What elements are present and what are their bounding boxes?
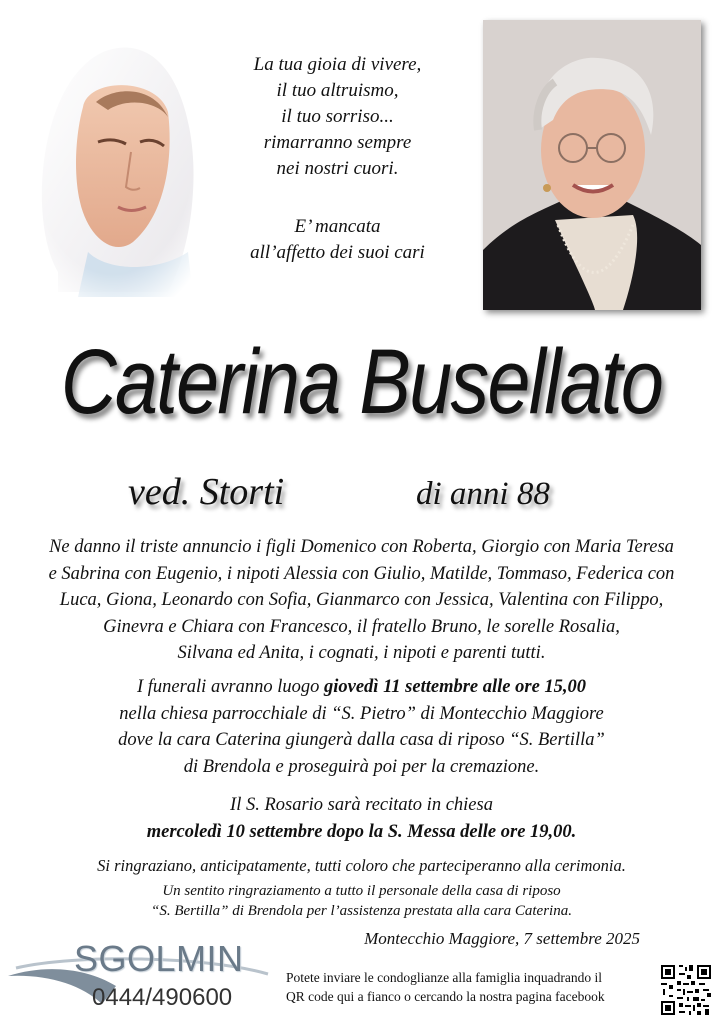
- poem-line: rimarranno sempre: [263, 132, 412, 153]
- thanks-staff-line: “S. Bertilla” di Brendola per l’assistenza prestata alla cara Caterina.: [151, 903, 572, 919]
- funeral-intro: I funerali avranno luogo: [136, 677, 324, 697]
- rosary-info: [20, 792, 703, 845]
- agency-name: SGOLMIN: [74, 938, 244, 979]
- condolences-line: QR code qui a fianco o cercando la nostra pagina facebook: [286, 989, 605, 1004]
- thanks-staff-line: Un sentito ringraziamento a tutto il personale della casa di riposo: [162, 883, 561, 899]
- funeral-info: [20, 674, 703, 780]
- poem-line: il tuo altruismo,: [276, 80, 399, 101]
- thanks-staff: [20, 881, 703, 921]
- funeral-line: dove la cara Caterina giungerà dalla casa di riposo “S. Bertilla”: [118, 730, 605, 750]
- family-line: Ginevra e Chiara con Francesco, il fratello Bruno, le sorelle Rosalia,: [103, 616, 620, 637]
- poem-line: il tuo sorriso...: [281, 106, 394, 127]
- family-line: Ne danno il triste annuncio i figli Domenico con Roberta, Giorgio con Maria Teresa: [49, 537, 674, 557]
- age: di anni 88: [416, 476, 550, 512]
- condolences-note: [286, 968, 648, 1006]
- poem-line: nei nostri cuori.: [276, 158, 399, 179]
- qr-code[interactable]: [659, 963, 713, 1017]
- funeral-line: di Brendola e proseguirà poi per la cremazione.: [183, 756, 540, 777]
- widow-of: ved. Storti: [128, 471, 285, 513]
- funeral-datetime: giovedì 11 settembre alle ore 15,00: [324, 677, 587, 697]
- absence-line: all’affetto dei suoi cari: [250, 242, 425, 263]
- deceased-name: Caterina Busellato: [60, 331, 663, 433]
- madonna-image: [18, 22, 208, 302]
- portrait-photo: [483, 20, 701, 310]
- rosary-datetime: [20, 819, 703, 846]
- family-line: Luca, Giona, Leonardo con Sofia, Gianmarco con Jessica, Valentina con Filippo,: [59, 590, 664, 610]
- place-date: Montecchio Maggiore, 7 settembre 2025: [364, 929, 640, 948]
- funeral-line: [20, 674, 703, 701]
- rosary-line: Il S. Rosario sarà recitato in chiesa: [230, 795, 493, 815]
- absence-line: E’ mancata: [294, 216, 381, 237]
- poem-line: La tua gioia di vivere,: [253, 54, 422, 75]
- family-line: Silvana ed Anita, i cognati, i nipoti e parenti tutti.: [177, 643, 546, 663]
- agency-phone: 0444/490600: [92, 984, 233, 1011]
- agency-logo: [6, 936, 276, 1018]
- funeral-line: nella chiesa parrocchiale di “S. Pietro” di Montecchio Maggiore: [119, 703, 604, 724]
- family-line: e Sabrina con Eugenio, i nipoti Alessia con Giulio, Matilde, Tommaso, Federica con: [48, 563, 675, 584]
- memorial-poem: [215, 52, 460, 266]
- thanks-general: Si ringraziano, anticipatamente, tutti coloro che parteciperanno alla cerimonia.: [97, 856, 626, 875]
- condolences-line: Potete inviare le condoglianze alla famiglia inquadrando il: [286, 970, 603, 985]
- rosary-datetime-text: mercoledì 10 settembre dopo la S. Messa delle ore 19,00.: [146, 821, 577, 842]
- family-announcement: [20, 534, 703, 667]
